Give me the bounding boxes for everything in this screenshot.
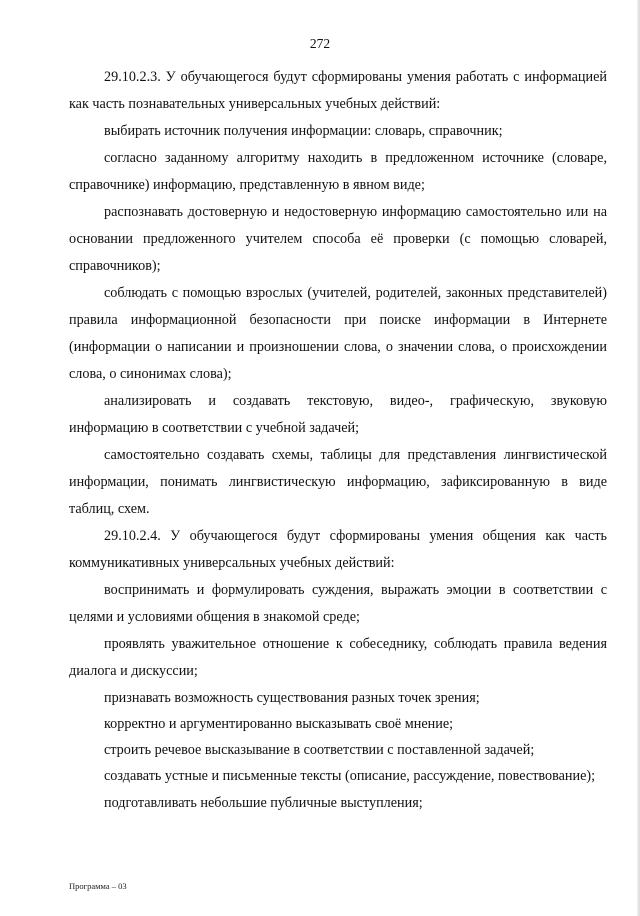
footer-program-label: Программа – 03: [69, 881, 127, 891]
paragraph-list-item: воспринимать и формулировать суждения, выражать эмоции в соответствии с целями и условиями общения в знакомой среде;: [69, 582, 607, 625]
paragraph-list-item: самостоятельно создавать схемы, таблицы для представления лингвистической информации, понимать лингвистическую информацию, зафиксированную в виде таблиц, схем.: [69, 447, 607, 517]
paragraph-list-item: строить речевое высказывание в соответствии с поставленной задачей;: [104, 742, 535, 758]
paragraph-list-item: анализировать и создавать текстовую, видео-, графическую, звуковую информацию в соответствии с учебной задачей;: [69, 393, 607, 436]
paragraph-list-item: корректно и аргументированно высказывать своё мнение;: [104, 716, 454, 732]
paragraph-list-item: распознавать достоверную и недостоверную информацию самостоятельно или на основании предложенного учителем способа её проверки (с помощью словарей, справочников);: [69, 204, 607, 274]
paragraph-list-item: создавать устные и письменные тексты (описание, рассуждение, повествование);: [104, 768, 596, 784]
paragraph-list-item: соблюдать с помощью взрослых (учителей, родителей, законных представителей) правила информационной безопасности при поиске информации в Интернете (информации о написании и произношении слова, о значении слова, о происхождении слова, о синонимах слова);: [69, 285, 607, 382]
paragraph-section-29-10-2-4: 29.10.2.4. У обучающегося будут сформированы умения общения как часть коммуникативных универсальных учебных действий:: [69, 528, 607, 571]
paragraph-list-item: признавать возможность существования разных точек зрения;: [104, 690, 480, 706]
paragraph-list-item: выбирать источник получения информации: словарь, справочник;: [104, 123, 503, 139]
paragraph-list-item: подготавливать небольшие публичные выступления;: [104, 795, 423, 811]
paragraph-section-29-10-2-3: 29.10.2.3. У обучающегося будут сформированы умения работать с информацией как часть познавательных универсальных учебных действий:: [69, 69, 607, 112]
paragraph-list-item: согласно заданному алгоритму находить в предложенном источнике (словаре, справочнике) информацию, представленную в явном виде;: [69, 150, 607, 193]
paragraph-list-item: проявлять уважительное отношение к собеседнику, соблюдать правила ведения диалога и дискуссии;: [69, 636, 607, 679]
document-body: [69, 64, 607, 817]
page-number: 272: [309, 36, 331, 51]
